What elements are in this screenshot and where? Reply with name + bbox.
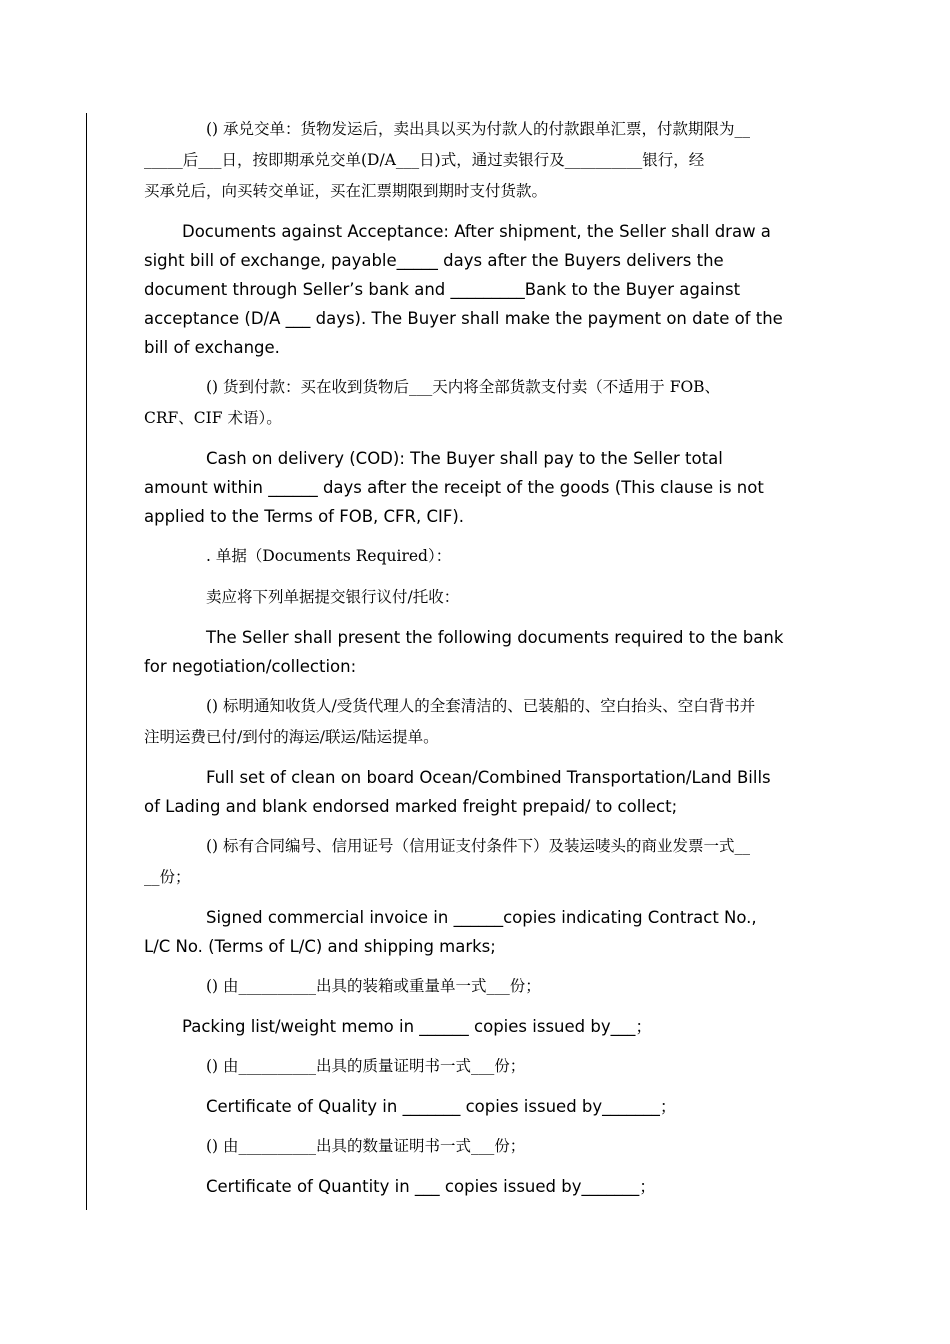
commercial-invoice-cn: [144, 831, 809, 893]
text-line: 买承兑后，向买转交单证，买在汇票期限到期时支付货款。: [144, 182, 548, 200]
left-margin-rule: [86, 113, 87, 1210]
text-line: The Seller shall present the following documents required to the bank: [206, 628, 784, 647]
text-line: Certificate of Quantity in ___ copies issued by_______；: [206, 1177, 656, 1196]
text-line: () 标明通知收货人/受货代理人的全套清洁的、已装船的、空白抬头、空白背书并: [206, 697, 756, 715]
text-line: Signed commercial invoice in ______copies indicating Contract No.,: [206, 908, 757, 927]
text-line: document through Seller’s bank and _________Bank to the Buyer against: [144, 280, 741, 299]
text-line: for negotiation/collection:: [144, 657, 357, 676]
text-line: () 由__________出具的装箱或重量单一式___份；: [206, 977, 541, 995]
quantity-certificate-en: [144, 1172, 809, 1201]
text-line: _____后___日，按即期承兑交单(D/A___日)式，通过卖银行及__________银行，经: [144, 151, 705, 169]
text-line: () 由__________出具的质量证明书一式___份；: [206, 1057, 526, 1075]
quality-certificate-cn: [144, 1051, 809, 1082]
clause-da-cn: [144, 114, 809, 207]
text-line: Certificate of Quality in _______ copies issued by_______；: [206, 1097, 677, 1116]
text-line: bill of exchange.: [144, 338, 280, 357]
text-line: sight bill of exchange, payable_____ days after the Buyers delivers the: [144, 251, 724, 270]
text-line: 卖应将下列单据提交银行议付/托收：: [206, 588, 460, 606]
text-line: () 由__________出具的数量证明书一式___份；: [206, 1137, 526, 1155]
documents-intro-en: [144, 623, 809, 681]
text-line: CRF、CIF 术语）。: [144, 409, 282, 427]
clause-cod-en: [144, 444, 809, 531]
text-line: 注明运费已付/到付的海运/联运/陆运提单。: [144, 728, 439, 746]
text-line: () 承兑交单：货物发运后，卖出具以买为付款人的付款跟单汇票，付款期限为__: [206, 120, 751, 138]
text-line: Documents against Acceptance: After shipment, the Seller shall draw a: [182, 222, 771, 241]
text-line: Packing list/weight memo in ______ copies issued by___；: [182, 1017, 652, 1036]
packing-list-en: [144, 1012, 809, 1041]
text-line: of Lading and blank endorsed marked freight prepaid/ to collect;: [144, 797, 678, 816]
text-line: Full set of clean on board Ocean/Combined Transportation/Land Bills: [206, 768, 771, 787]
bill-of-lading-en: [144, 763, 809, 821]
text-line: acceptance (D/A ___ days). The Buyer shall make the payment on date of the: [144, 309, 783, 328]
document-body: [144, 114, 809, 1211]
section-heading-documents: [144, 541, 809, 572]
text-line: applied to the Terms of FOB, CFR, CIF).: [144, 507, 465, 526]
text-line: () 货到付款：买在收到货物后___天内将全部货款支付卖（不适用于 FOB、: [206, 378, 721, 396]
documents-intro-cn: [144, 582, 809, 613]
clause-cod-cn: [144, 372, 809, 434]
text-line: __份；: [144, 868, 191, 886]
clause-da-en: [144, 217, 809, 362]
packing-list-cn: [144, 971, 809, 1002]
text-line: L/C No. (Terms of L/C) and shipping marks;: [144, 937, 496, 956]
commercial-invoice-en: [144, 903, 809, 961]
bill-of-lading-cn: [144, 691, 809, 753]
text-line: () 标有合同编号、信用证号（信用证支付条件下）及装运唛头的商业发票一式__: [206, 837, 751, 855]
quantity-certificate-cn: [144, 1131, 809, 1162]
text-line: . 单据（Documents Required）：: [206, 547, 452, 565]
text-line: Cash on delivery (COD): The Buyer shall pay to the Seller total: [206, 449, 723, 468]
text-line: amount within ______ days after the receipt of the goods (This clause is not: [144, 478, 764, 497]
quality-certificate-en: [144, 1092, 809, 1121]
